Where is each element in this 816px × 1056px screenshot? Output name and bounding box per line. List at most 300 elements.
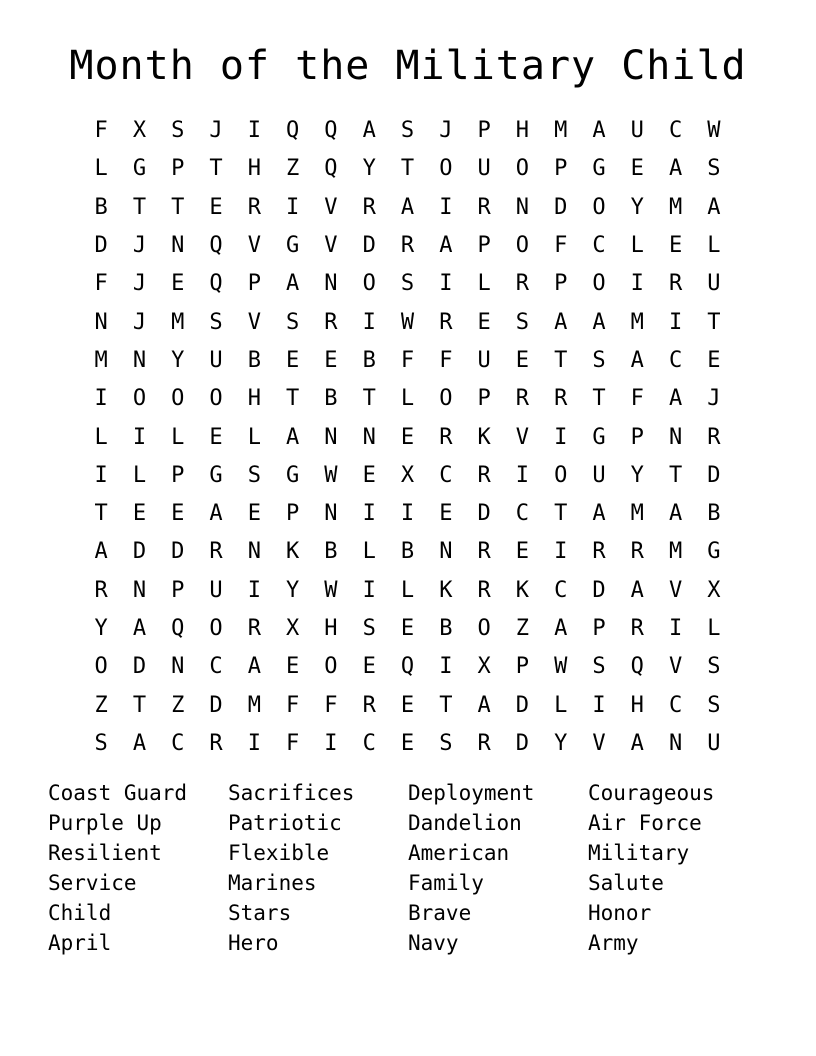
grid-letter: T — [286, 386, 300, 412]
grid-letter: D — [171, 539, 185, 565]
grid-letter: Z — [94, 692, 108, 718]
grid-letter: V — [247, 233, 261, 259]
grid-letter: D — [132, 654, 147, 680]
word-list-item: Honor — [588, 901, 652, 925]
grid-letter: C — [592, 233, 606, 259]
grid-letter: R — [477, 194, 491, 220]
grid-letter: E — [132, 501, 147, 527]
grid-letter: Y — [171, 347, 185, 373]
word-list-item: Deployment — [408, 781, 535, 805]
grid-letter: P — [247, 271, 261, 297]
grid-row — [82, 342, 734, 380]
grid-letter: M — [668, 539, 683, 565]
grid-letter: L — [94, 156, 108, 182]
grid-letter: I — [668, 616, 683, 641]
grid-letter: I — [247, 730, 261, 756]
word-list-item: Patriotic — [228, 811, 342, 835]
grid-letter: T — [209, 156, 223, 182]
grid-letter: L — [554, 692, 568, 718]
grid-letter: V — [324, 233, 338, 259]
grid-letter: Q — [209, 271, 223, 297]
grid-letter: I — [439, 194, 453, 220]
grid-letter: E — [171, 501, 185, 527]
grid-letter: W — [707, 118, 721, 144]
grid-letter: Y — [630, 194, 644, 220]
word-list-item: Resilient — [48, 841, 162, 865]
grid-letter: E — [668, 233, 683, 259]
grid-letter: I — [592, 692, 606, 718]
grid-letter: T — [171, 194, 185, 220]
word-list-item: Military — [588, 841, 690, 865]
grid-letter: X — [132, 118, 147, 144]
grid-letter: K — [439, 577, 453, 603]
grid-row — [82, 380, 734, 418]
grid-letter: O — [94, 654, 108, 680]
grid-letter: A — [707, 194, 721, 220]
grid-letter: X — [477, 654, 491, 680]
grid-letter: R — [94, 577, 108, 603]
grid-letter: F — [630, 386, 644, 412]
grid-letter: S — [209, 309, 223, 335]
grid-letter: P — [477, 386, 491, 412]
word-list-item: April — [48, 931, 112, 955]
word-list-item: Sacrifices — [228, 781, 355, 805]
grid-letter: L — [707, 233, 721, 259]
grid-letter: E — [324, 347, 338, 373]
grid-letter: I — [362, 501, 376, 527]
grid-letter: O — [324, 654, 338, 680]
grid-letter: M — [668, 194, 683, 220]
grid-letter: S — [286, 309, 300, 335]
grid-letter: I — [554, 539, 568, 565]
grid-letter: C — [209, 654, 223, 680]
grid-letter: E — [515, 347, 530, 373]
grid-letter: O — [209, 616, 223, 641]
grid-letter: R — [592, 539, 606, 565]
grid-letter: V — [592, 730, 606, 756]
grid-row — [82, 648, 734, 686]
grid-letter: A — [554, 616, 568, 641]
grid-letter: A — [668, 156, 683, 182]
word-list-item: Flexible — [228, 841, 330, 865]
grid-letter: N — [171, 654, 185, 680]
grid-letter: D — [515, 730, 530, 756]
grid-letter: O — [362, 271, 376, 297]
grid-letter: Y — [554, 730, 568, 756]
grid-letter: G — [286, 233, 300, 259]
grid-letter: X — [286, 616, 300, 641]
grid-letter: L — [630, 233, 644, 259]
grid-letter: P — [554, 156, 568, 182]
grid-letter: H — [247, 156, 261, 182]
grid-letter: S — [707, 654, 721, 680]
grid-letter: P — [477, 233, 491, 259]
word-list-item: Coast Guard — [48, 781, 188, 805]
word-list-item: Salute — [588, 871, 664, 895]
grid-letter: R — [554, 386, 568, 412]
grid-letter: P — [171, 577, 185, 603]
grid-letter: P — [515, 654, 530, 680]
grid-letter: B — [400, 539, 415, 565]
grid-letter: O — [554, 462, 568, 488]
grid-letter: I — [286, 194, 300, 220]
word-list-item: Navy — [408, 931, 459, 955]
grid-letter: G — [209, 462, 223, 488]
grid-letter: I — [362, 577, 376, 603]
grid-letter: T — [94, 501, 108, 527]
grid-letter: C — [362, 730, 376, 756]
grid-letter: I — [94, 462, 108, 488]
grid-letter: T — [132, 692, 147, 718]
grid-letter: A — [286, 271, 300, 297]
grid-letter: L — [477, 271, 491, 297]
grid-letter: J — [132, 271, 147, 297]
grid-letter: B — [94, 194, 108, 220]
grid-letter: T — [439, 692, 453, 718]
grid-letter: Y — [362, 156, 376, 182]
grid-letter: T — [668, 462, 683, 488]
grid-letter: Q — [324, 118, 338, 144]
grid-letter: J — [132, 233, 147, 259]
grid-letter: S — [247, 462, 261, 488]
word-list-item: Service — [48, 871, 137, 895]
grid-letter: E — [209, 194, 223, 220]
grid-letter: F — [400, 347, 415, 373]
grid-letter: E — [400, 424, 415, 450]
grid-letter: P — [171, 156, 185, 182]
grid-letter: Z — [515, 616, 530, 641]
grid-letter: P — [592, 616, 606, 641]
grid-letter: K — [477, 424, 491, 450]
grid-letter: O — [515, 156, 530, 182]
grid-letter: D — [209, 692, 223, 718]
grid-row — [82, 265, 734, 303]
grid-letter: A — [668, 501, 683, 527]
grid-letter: K — [515, 577, 530, 603]
grid-letter: R — [515, 271, 530, 297]
grid-letter: N — [171, 233, 185, 259]
grid-letter: N — [668, 730, 683, 756]
grid-letter: G — [286, 462, 300, 488]
grid-letter: A — [247, 654, 261, 680]
grid-letter: F — [286, 730, 300, 756]
grid-letter: R — [630, 539, 644, 565]
grid-letter: R — [209, 730, 223, 756]
grid-letter: W — [400, 309, 415, 335]
grid-letter: V — [515, 424, 530, 450]
grid-letter: K — [286, 539, 300, 565]
grid-letter: A — [668, 386, 683, 412]
grid-letter: N — [324, 271, 338, 297]
grid-letter: R — [515, 386, 530, 412]
grid-row — [82, 572, 734, 610]
grid-letter: I — [132, 424, 147, 450]
grid-letter: I — [668, 309, 683, 335]
grid-letter: V — [668, 654, 683, 680]
grid-letter: N — [247, 539, 261, 565]
grid-letter: M — [630, 309, 644, 335]
grid-letter: Q — [286, 118, 300, 144]
grid-letter: X — [707, 577, 721, 603]
word-list-item: Child — [48, 901, 112, 925]
grid-letter: H — [247, 386, 261, 412]
grid-letter: M — [247, 692, 261, 718]
grid-letter: A — [592, 118, 606, 144]
grid-letter: L — [247, 424, 261, 450]
word-list-item: American — [408, 841, 510, 865]
grid-letter: Y — [286, 577, 300, 603]
grid-letter: I — [94, 386, 108, 412]
grid-letter: A — [400, 194, 415, 220]
grid-letter: N — [132, 347, 147, 373]
grid-letter: I — [362, 309, 376, 335]
grid-letter: N — [324, 424, 338, 450]
grid-letter: P — [286, 501, 300, 527]
grid-letter: F — [324, 692, 338, 718]
grid-letter: C — [668, 347, 683, 373]
grid-letter: S — [94, 730, 108, 756]
grid-letter: I — [400, 501, 415, 527]
grid-letter: G — [707, 539, 721, 565]
grid-letter: A — [630, 347, 644, 373]
grid-letter: D — [515, 692, 530, 718]
grid-letter: W — [554, 654, 568, 680]
grid-letter: P — [630, 424, 644, 450]
grid-letter: A — [286, 424, 300, 450]
grid-letter: R — [324, 309, 338, 335]
grid-letter: E — [209, 424, 223, 450]
grid-letter: O — [439, 156, 453, 182]
grid-letter: E — [400, 730, 415, 756]
word-list-item: Courageous — [588, 781, 715, 805]
word-list-item: Stars — [228, 901, 292, 925]
grid-letter: V — [247, 309, 261, 335]
grid-letter: R — [400, 233, 415, 259]
grid-letter: S — [439, 730, 453, 756]
grid-letter: S — [171, 118, 185, 144]
word-list-item: Marines — [228, 871, 317, 895]
word-list — [48, 778, 768, 958]
grid-letter: T — [362, 386, 376, 412]
grid-letter: S — [592, 347, 606, 373]
grid-letter: T — [707, 309, 721, 335]
grid-letter: I — [247, 577, 261, 603]
grid-letter: G — [592, 156, 606, 182]
grid-letter: A — [554, 309, 568, 335]
grid-letter: G — [592, 424, 606, 450]
grid-letter: I — [515, 462, 530, 488]
grid-letter: J — [132, 309, 147, 335]
grid-letter: N — [515, 194, 530, 220]
grid-letter: C — [668, 692, 683, 718]
grid-letter: S — [400, 118, 415, 144]
grid-letter: G — [132, 156, 147, 182]
grid-letter: A — [209, 501, 223, 527]
grid-letter: R — [477, 577, 491, 603]
grid-letter: A — [362, 118, 376, 144]
grid-letter: Q — [400, 654, 415, 680]
grid-letter: A — [630, 577, 644, 603]
grid-letter: R — [362, 692, 376, 718]
grid-letter: F — [554, 233, 568, 259]
grid-row — [82, 418, 734, 456]
grid-letter: A — [439, 233, 453, 259]
grid-row — [82, 227, 734, 265]
grid-letter: Q — [171, 616, 185, 641]
grid-letter: L — [94, 424, 108, 450]
grid-row — [82, 725, 734, 763]
word-list-item: Army — [588, 931, 639, 955]
grid-letter: L — [400, 577, 415, 603]
grid-letter: U — [477, 347, 491, 373]
grid-letter: T — [554, 501, 568, 527]
grid-letter: O — [132, 386, 147, 412]
grid-letter: A — [132, 730, 147, 756]
grid-letter: L — [171, 424, 185, 450]
grid-letter: L — [132, 462, 147, 488]
grid-letter: Q — [630, 654, 644, 680]
grid-letter: M — [171, 309, 185, 335]
grid-letter: J — [707, 386, 721, 412]
grid-letter: J — [439, 118, 453, 144]
grid-letter: E — [477, 309, 491, 335]
grid-letter: C — [439, 462, 453, 488]
grid-letter: I — [439, 654, 453, 680]
grid-letter: A — [592, 309, 606, 335]
grid-letter: D — [94, 233, 108, 259]
grid-letter: Q — [324, 156, 338, 182]
grid-letter: T — [132, 194, 147, 220]
grid-letter: C — [515, 501, 530, 527]
grid-letter: R — [630, 616, 644, 641]
grid-letter: E — [439, 501, 453, 527]
grid-letter: F — [439, 347, 453, 373]
grid-letter: L — [707, 616, 721, 641]
grid-letter: A — [94, 539, 108, 565]
grid-letter: I — [630, 271, 644, 297]
grid-letter: D — [132, 539, 147, 565]
grid-letter: E — [707, 347, 721, 373]
grid-letter: U — [630, 118, 644, 144]
grid-letter: X — [400, 462, 415, 488]
grid-letter: O — [515, 233, 530, 259]
grid-letter: F — [94, 118, 108, 144]
grid-letter: R — [477, 730, 491, 756]
grid-letter: C — [554, 577, 568, 603]
grid-letter: E — [515, 539, 530, 565]
grid-letter: S — [362, 616, 376, 641]
grid-letter: M — [630, 501, 644, 527]
grid-letter: E — [286, 347, 300, 373]
grid-letter: L — [400, 386, 415, 412]
page-title: Month of the Military Child — [69, 43, 747, 89]
grid-letter: U — [209, 347, 223, 373]
grid-letter: W — [324, 577, 338, 603]
grid-letter: R — [247, 616, 261, 641]
grid-row — [82, 686, 734, 724]
grid-letter: D — [707, 462, 721, 488]
grid-letter: S — [592, 654, 606, 680]
grid-letter: R — [209, 539, 223, 565]
word-list-item: Brave — [408, 901, 472, 925]
grid-letter: J — [209, 118, 223, 144]
grid-letter: I — [324, 730, 338, 756]
grid-row — [82, 495, 734, 533]
grid-letter: R — [247, 194, 261, 220]
grid-letter: H — [630, 692, 644, 718]
grid-letter: R — [477, 462, 491, 488]
grid-letter: O — [209, 386, 223, 412]
grid-letter: H — [515, 118, 530, 144]
grid-letter: R — [362, 194, 376, 220]
grid-row — [82, 189, 734, 227]
grid-letter: Y — [94, 616, 108, 641]
grid-letter: T — [400, 156, 415, 182]
grid-letter: D — [477, 501, 491, 527]
grid-letter: V — [668, 577, 683, 603]
grid-letter: P — [554, 271, 568, 297]
grid-letter: N — [132, 577, 147, 603]
grid-letter: E — [171, 271, 185, 297]
grid-letter: P — [171, 462, 185, 488]
grid-letter: E — [400, 616, 415, 641]
grid-letter: U — [707, 271, 721, 297]
grid-letter: E — [362, 462, 376, 488]
grid-letter: A — [132, 616, 147, 641]
grid-letter: S — [400, 271, 415, 297]
grid-letter: H — [324, 616, 338, 641]
grid-letter: U — [477, 156, 491, 182]
grid-letter: R — [439, 309, 453, 335]
grid-letter: S — [707, 692, 721, 718]
grid-row — [82, 303, 734, 341]
grid-letter: A — [630, 730, 644, 756]
grid-letter: V — [324, 194, 338, 220]
word-list-item: Air Force — [588, 811, 702, 835]
grid-letter: I — [554, 424, 568, 450]
grid-letter: D — [554, 194, 568, 220]
grid-letter: R — [668, 271, 683, 297]
grid-letter: Z — [171, 692, 185, 718]
grid-letter: L — [362, 539, 376, 565]
grid-letter: N — [439, 539, 453, 565]
grid-letter: O — [477, 616, 491, 641]
grid-letter: S — [707, 156, 721, 182]
grid-row — [82, 533, 734, 571]
grid-letter: Q — [209, 233, 223, 259]
grid-letter: M — [94, 347, 108, 373]
grid-letter: F — [286, 692, 300, 718]
grid-row — [82, 610, 734, 648]
grid-letter: W — [324, 462, 338, 488]
grid-letter: R — [439, 424, 453, 450]
grid-letter: B — [324, 386, 338, 412]
word-list-item: Family — [408, 871, 484, 895]
grid-letter: U — [707, 730, 721, 756]
grid-letter: A — [477, 692, 491, 718]
letter-grid — [82, 112, 734, 763]
word-list-item: Dandelion — [408, 811, 522, 835]
grid-letter: F — [94, 271, 108, 297]
grid-letter: B — [707, 501, 721, 527]
grid-letter: O — [592, 271, 606, 297]
grid-letter: A — [592, 501, 606, 527]
grid-letter: E — [247, 501, 261, 527]
grid-letter: N — [324, 501, 338, 527]
grid-letter: Y — [630, 462, 644, 488]
grid-letter: Z — [286, 156, 300, 182]
grid-letter: E — [630, 156, 644, 182]
